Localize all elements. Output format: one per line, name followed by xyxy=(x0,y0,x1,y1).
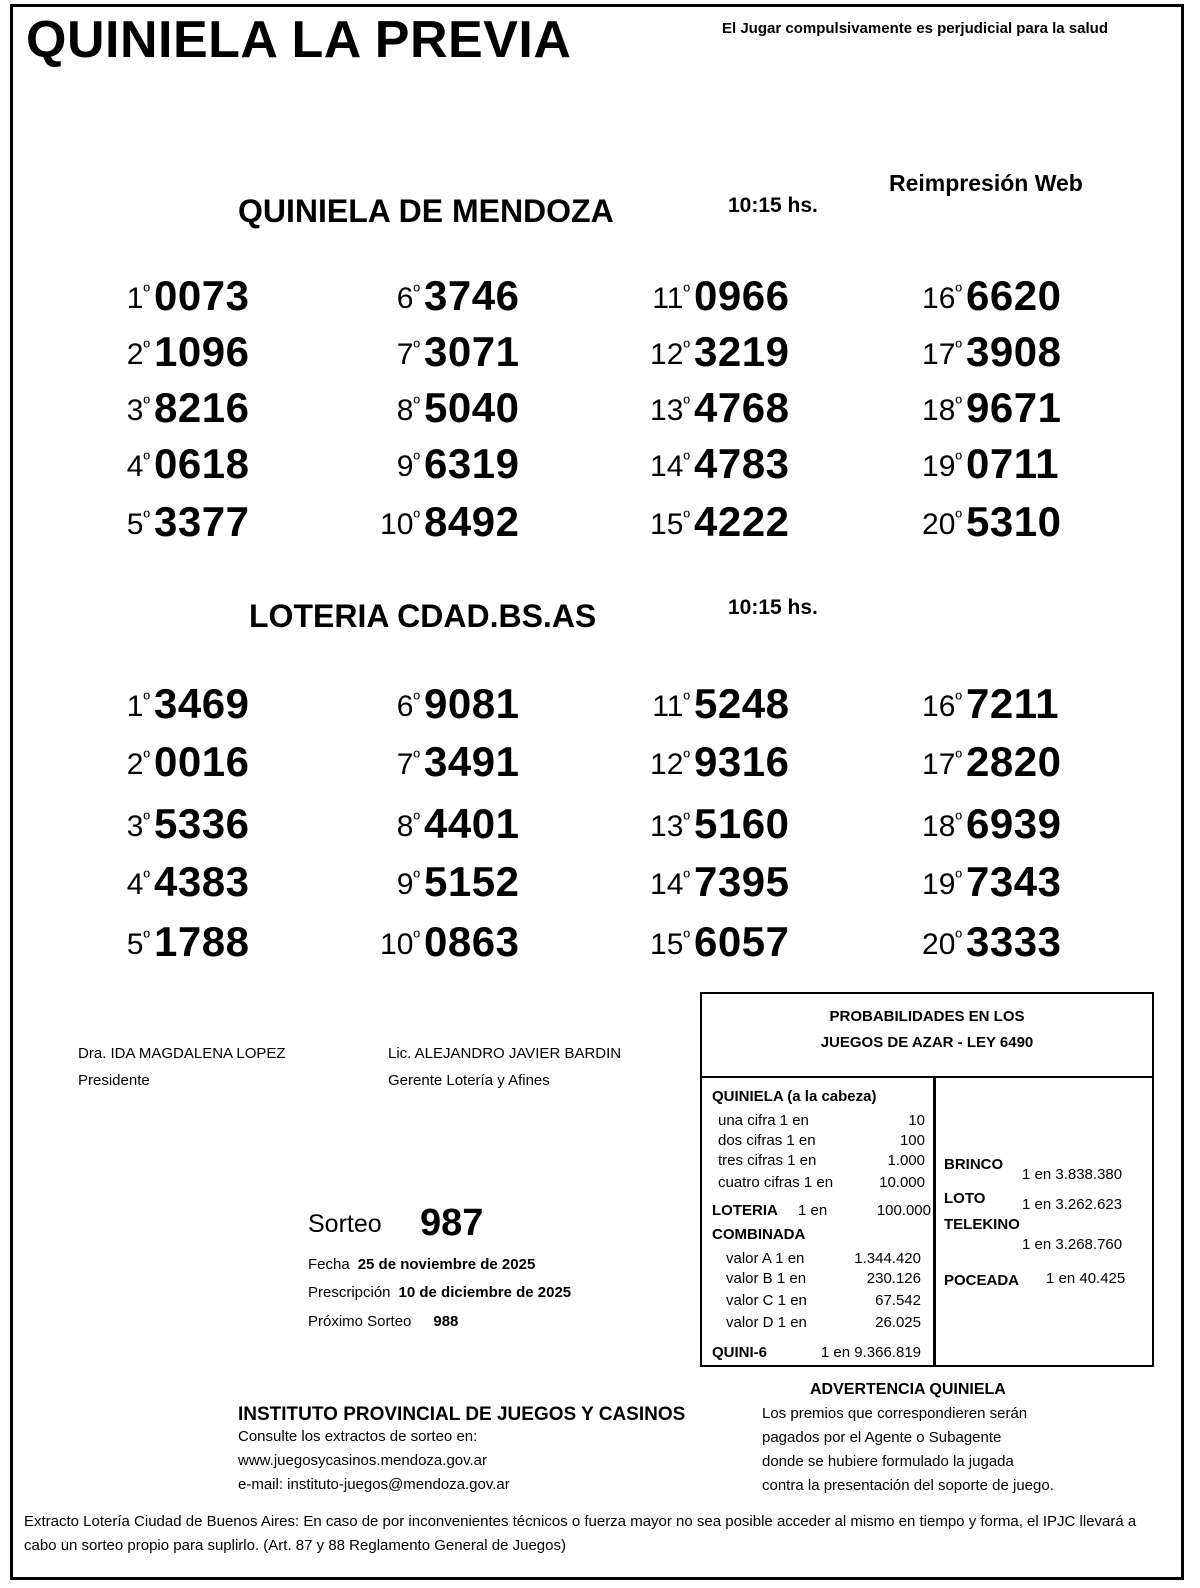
loto-prob-value: 1 en 3.262.623 xyxy=(1022,1196,1123,1213)
result-position: $13^º$ xyxy=(650,809,690,843)
result-number: 2820 xyxy=(966,738,1062,785)
result-number: 4222 xyxy=(694,498,790,545)
loto-prob-label: LOTO xyxy=(944,1190,986,1207)
result-number: 1096 xyxy=(154,328,250,375)
result-entry xyxy=(882,736,1112,786)
signature-name: Dra. IDA MAGDALENA LOPEZ xyxy=(78,1045,286,1062)
result-entry xyxy=(340,856,570,906)
instituto-title: INSTITUTO PROVINCIAL DE JUEGOS Y CASINOS xyxy=(238,1404,686,1425)
combinada-prob-label: valor B 1 en xyxy=(726,1270,807,1287)
result-number: 3491 xyxy=(424,738,520,785)
combinada-prob-label: valor D 1 en xyxy=(726,1314,807,1331)
result-entry xyxy=(882,856,1112,906)
loteria-section-title: LOTERIA CDAD.BS.AS xyxy=(249,598,597,634)
sorteo-label: Sorteo xyxy=(308,1210,382,1238)
prescription-value: 10 de diciembre de 2025 xyxy=(398,1284,572,1301)
result-entry xyxy=(882,678,1112,728)
result-position: $12^º$ xyxy=(650,747,690,781)
result-number: 6620 xyxy=(966,272,1062,319)
signature-president xyxy=(78,1040,286,1094)
result-entry xyxy=(340,326,570,376)
reprint-label: Reimpresión Web xyxy=(889,170,1083,196)
result-position: $16^º$ xyxy=(922,281,962,315)
quiniela-prob-value: 100 xyxy=(899,1132,925,1149)
advertencia-title: ADVERTENCIA QUINIELA xyxy=(810,1381,1006,1398)
quiniela-prob-label: una cifra 1 en xyxy=(718,1112,809,1129)
result-number: 4768 xyxy=(694,384,790,431)
result-number: 4383 xyxy=(154,858,250,905)
result-entry xyxy=(70,856,300,906)
result-number: 3469 xyxy=(154,680,250,727)
result-position: $9^º$ xyxy=(396,449,420,483)
probabilities-box xyxy=(700,992,1154,1367)
result-number: 6319 xyxy=(424,440,520,487)
loteria-prob-en: 1 en xyxy=(798,1202,828,1219)
quiniela-prob-label: cuatro cifras 1 en xyxy=(718,1174,834,1191)
result-entry xyxy=(70,678,300,728)
result-number: 8492 xyxy=(424,498,520,545)
footer-note: Extracto Lotería Ciudad de Buenos Aires: En caso de por inconvenientes técnicos o fuerza mayor no sea posible acceder al mismo en tiempo y forma, el IPJC llevará a cabo un sorteo propio para suplirlo. (Art. 87 y 88 Reglamento General de Juegos) xyxy=(24,1513,1137,1554)
result-position: $13^º$ xyxy=(650,393,690,427)
result-entry xyxy=(882,916,1112,966)
result-position: $4^º$ xyxy=(126,449,150,483)
result-position: $14^º$ xyxy=(650,449,690,483)
combinada-prob-value: 230.126 xyxy=(866,1270,921,1287)
result-number: 3746 xyxy=(424,272,520,319)
result-number: 4783 xyxy=(694,440,790,487)
mendoza-time: 10:15 hs. xyxy=(728,194,818,217)
result-number: 0016 xyxy=(154,738,250,785)
result-position: $5^º$ xyxy=(126,507,150,541)
result-position: $2^º$ xyxy=(126,337,150,371)
quiniela-prob-label: tres cifras 1 en xyxy=(718,1152,817,1169)
result-entry xyxy=(882,496,1112,546)
poceada-prob-label: POCEADA xyxy=(944,1272,1020,1289)
result-position: $14^º$ xyxy=(650,867,690,901)
instituto-email-link[interactable]: e-mail: instituto-juegos@mendoza.gov.ar xyxy=(238,1476,510,1493)
result-entry xyxy=(882,326,1112,376)
next-label: Próximo Sorteo xyxy=(308,1313,412,1330)
result-position: $4^º$ xyxy=(126,867,150,901)
result-number: 4401 xyxy=(424,800,520,847)
combinada-prob-value: 26.025 xyxy=(875,1314,921,1331)
result-entry xyxy=(70,736,300,786)
result-entry xyxy=(340,678,570,728)
instituto-website-link[interactable]: www.juegosycasinos.mendoza.gov.ar xyxy=(238,1452,488,1469)
result-entry xyxy=(340,438,570,488)
loteria-prob-label: LOTERIA xyxy=(712,1202,778,1219)
result-entry xyxy=(340,798,570,848)
result-entry xyxy=(882,382,1112,432)
result-position: $17^º$ xyxy=(922,337,962,371)
sorteo-date xyxy=(308,1256,535,1273)
result-entry xyxy=(70,916,300,966)
result-number: 7211 xyxy=(966,680,1060,727)
result-position: $20^º$ xyxy=(922,927,962,961)
result-entry xyxy=(340,496,570,546)
sorteo-number: 987 xyxy=(420,1202,484,1244)
result-number: 7343 xyxy=(966,858,1062,905)
result-entry xyxy=(610,326,840,376)
result-position: $8^º$ xyxy=(396,809,420,843)
result-position: $19^º$ xyxy=(922,449,962,483)
result-number: 6057 xyxy=(694,918,790,965)
result-number: 9316 xyxy=(694,738,790,785)
result-position: $15^º$ xyxy=(650,927,690,961)
signature-manager xyxy=(388,1040,621,1094)
result-position: $20^º$ xyxy=(922,507,962,541)
result-number: 3071 xyxy=(424,328,520,375)
brinco-prob-label: BRINCO xyxy=(944,1156,1004,1173)
result-entry xyxy=(340,916,570,966)
result-entry xyxy=(610,916,840,966)
result-position: $1^º$ xyxy=(126,281,150,315)
loteria-results-grid xyxy=(70,678,1130,978)
quini6-prob-value: 1 en 9.366.819 xyxy=(820,1344,921,1361)
result-position: $11^º$ xyxy=(652,689,690,723)
result-position: $3^º$ xyxy=(126,809,150,843)
probabilities-title-line1: PROBABILIDADES EN LOS xyxy=(829,1008,1025,1025)
loteria-prob-value: 100.000 xyxy=(876,1202,931,1219)
result-position: $2^º$ xyxy=(126,747,150,781)
signature-role: Gerente Lotería y Afines xyxy=(388,1072,550,1089)
result-entry xyxy=(70,382,300,432)
result-entry xyxy=(70,326,300,376)
result-number: 5336 xyxy=(154,800,250,847)
result-number: 8216 xyxy=(154,384,250,431)
result-number: 5160 xyxy=(694,800,790,847)
signature-name: Lic. ALEJANDRO JAVIER BARDIN xyxy=(388,1045,622,1062)
combinada-prob-title: COMBINADA xyxy=(712,1226,806,1243)
combinada-prob-value: 67.542 xyxy=(875,1292,921,1309)
sorteo-prescription xyxy=(308,1284,571,1301)
result-position: $12^º$ xyxy=(650,337,690,371)
result-entry xyxy=(610,270,840,320)
date-label: Fecha xyxy=(308,1256,350,1273)
loteria-time: 10:15 hs. xyxy=(728,596,818,619)
result-number: 0618 xyxy=(154,440,250,487)
result-position: $1^º$ xyxy=(126,689,150,723)
signature-role: Presidente xyxy=(78,1072,150,1089)
result-entry xyxy=(340,382,570,432)
quiniela-prob-label: dos cifras 1 en xyxy=(718,1132,816,1149)
result-entry xyxy=(610,438,840,488)
combinada-prob-label: valor C 1 en xyxy=(726,1292,807,1309)
result-position: $7^º$ xyxy=(396,337,420,371)
result-number: 9081 xyxy=(424,680,520,727)
telekino-prob-value: 1 en 3.268.760 xyxy=(1022,1236,1123,1253)
result-number: 9671 xyxy=(966,384,1062,431)
result-number: 3333 xyxy=(966,918,1062,965)
result-entry xyxy=(882,270,1112,320)
advertencia-line: Los premios que correspondieren serán xyxy=(762,1405,1028,1422)
result-entry xyxy=(610,496,840,546)
result-number: 7395 xyxy=(694,858,790,905)
advertencia-line: contra la presentación del soporte de juego. xyxy=(762,1477,1054,1494)
next-value: 988 xyxy=(433,1313,459,1330)
advertencia-line: donde se hubiere formulado la jugada xyxy=(762,1453,1014,1470)
result-entry xyxy=(340,270,570,320)
result-number: 0863 xyxy=(424,918,520,965)
result-entry xyxy=(610,856,840,906)
result-position: $19^º$ xyxy=(922,867,962,901)
page-title: QUINIELA LA PREVIA xyxy=(26,11,572,69)
result-position: $18^º$ xyxy=(922,809,962,843)
brinco-prob-value: 1 en 3.838.380 xyxy=(1022,1166,1123,1183)
sorteo-next xyxy=(308,1313,458,1330)
probabilities-right-column xyxy=(936,1078,1152,1365)
result-entry xyxy=(610,736,840,786)
result-position: $15^º$ xyxy=(650,507,690,541)
result-number: 3377 xyxy=(154,498,250,545)
result-entry xyxy=(70,438,300,488)
result-entry xyxy=(340,736,570,786)
result-entry xyxy=(70,496,300,546)
result-number: 5248 xyxy=(694,680,790,727)
poceada-prob-value: 1 en 40.425 xyxy=(1046,1270,1126,1287)
result-number: 5152 xyxy=(424,858,520,905)
result-number: 0073 xyxy=(154,272,250,319)
quini6-prob-label: QUINI-6 xyxy=(712,1344,768,1361)
result-entry xyxy=(882,438,1112,488)
result-number: 3219 xyxy=(694,328,790,375)
quiniela-prob-title: QUINIELA (a la cabeza) xyxy=(712,1088,877,1105)
combinada-prob-label: valor A 1 en xyxy=(726,1250,805,1267)
result-position: $5^º$ xyxy=(126,927,150,961)
result-entry xyxy=(70,270,300,320)
result-position: $10^º$ xyxy=(380,507,420,541)
result-number: 3908 xyxy=(966,328,1062,375)
result-position: $18^º$ xyxy=(922,393,962,427)
result-number: 1788 xyxy=(154,918,250,965)
probabilities-title-line2: JUEGOS DE AZAR - LEY 6490 xyxy=(820,1034,1034,1051)
result-position: $8^º$ xyxy=(396,393,420,427)
result-number: 5040 xyxy=(424,384,520,431)
result-number: 0966 xyxy=(694,272,790,319)
result-position: $9^º$ xyxy=(396,867,420,901)
probabilities-left-column xyxy=(702,1078,936,1365)
result-position: $6^º$ xyxy=(396,281,420,315)
result-position: $16^º$ xyxy=(922,689,962,723)
advertencia-text xyxy=(762,1402,1142,1498)
health-warning: El Jugar compulsivamente es perjudicial para la salud xyxy=(722,20,1108,37)
result-position: $7^º$ xyxy=(396,747,420,781)
instituto-consult-text: Consulte los extractos de sorteo en: xyxy=(238,1428,478,1445)
prescription-label: Prescripción xyxy=(308,1284,391,1301)
result-position: $11^º$ xyxy=(652,281,690,315)
result-position: $10^º$ xyxy=(380,927,420,961)
quiniela-prob-value: 1.000 xyxy=(887,1152,925,1169)
result-entry xyxy=(70,798,300,848)
result-number: 5310 xyxy=(966,498,1062,545)
result-entry xyxy=(610,798,840,848)
telekino-prob-label: TELEKINO xyxy=(944,1216,1020,1233)
date-value: 25 de noviembre de 2025 xyxy=(357,1256,536,1273)
mendoza-results-grid xyxy=(70,270,1130,550)
result-position: $6^º$ xyxy=(396,689,420,723)
mendoza-section-title: QUINIELA DE MENDOZA xyxy=(238,193,614,229)
quiniela-prob-value: 10.000 xyxy=(879,1174,925,1191)
quiniela-prob-value: 10 xyxy=(908,1112,925,1129)
combinada-prob-value: 1.344.420 xyxy=(854,1250,921,1267)
result-position: $3^º$ xyxy=(126,393,150,427)
result-number: 0711 xyxy=(966,440,1060,487)
result-position: $17^º$ xyxy=(922,747,962,781)
probabilities-header xyxy=(702,994,1152,1078)
result-number: 6939 xyxy=(966,800,1062,847)
advertencia-line: pagados por el Agente o Subagente xyxy=(762,1429,1002,1446)
result-entry xyxy=(610,382,840,432)
result-entry xyxy=(882,798,1112,848)
result-entry xyxy=(610,678,840,728)
